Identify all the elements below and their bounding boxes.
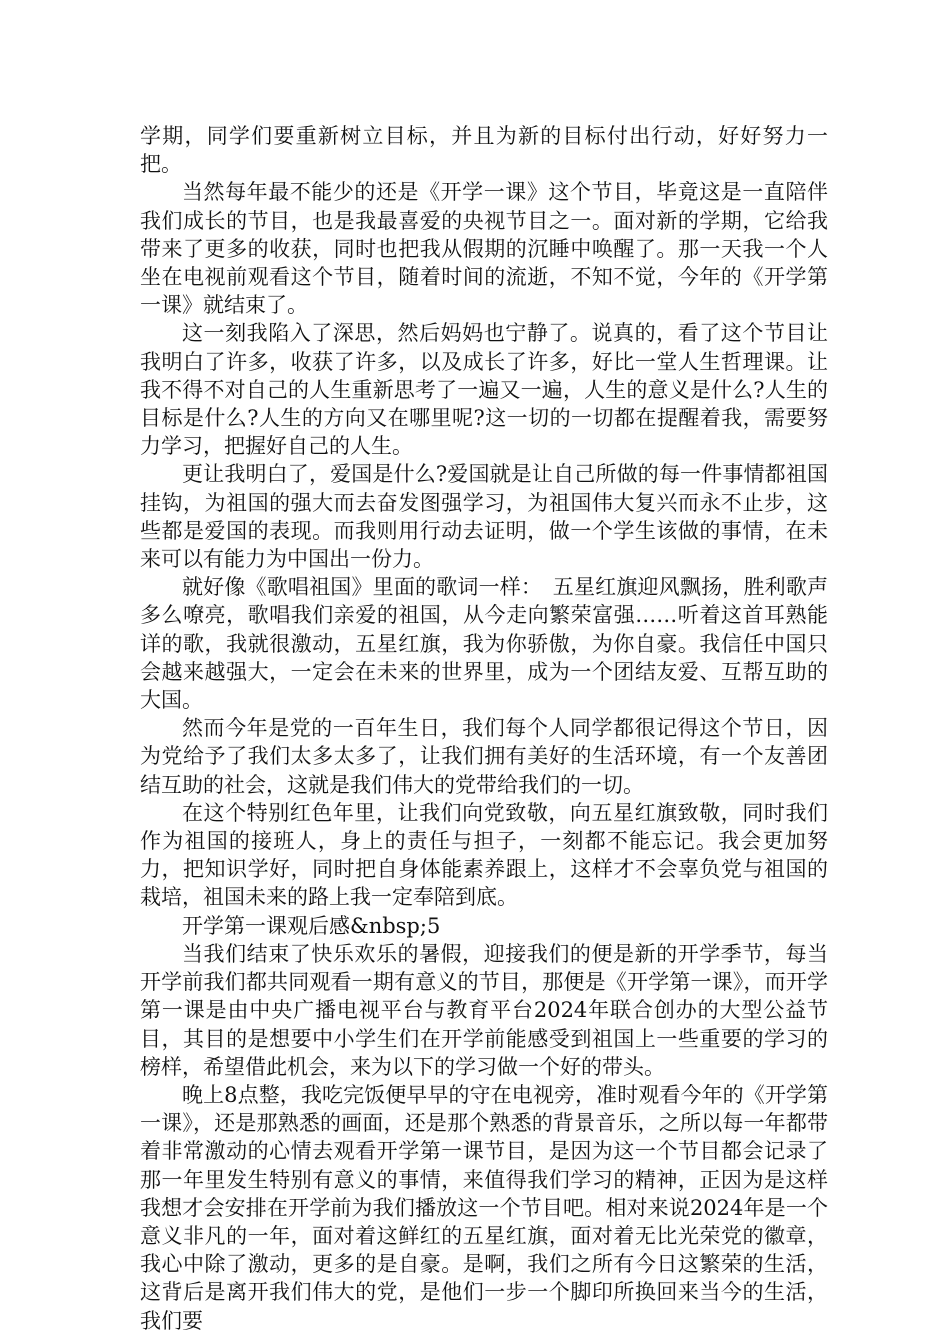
paragraph-5: 就好像《歌唱祖国》里面的歌词一样： 五星红旗迎风飘扬，胜利歌声多么嘹亮，歌唱我们亲爱的祖国，从今走向繁荣富强……听着这首耳熟能详的歌，我就很激动，五星红旗，我为你骄傲，为你自豪。我信任中国只会越来越强大，一定会在未来的世界里，成为一个团结友爱、互帮互助的大国。 [140, 575, 828, 713]
paragraph-7: 在这个特别红色年里，让我们向党致敬，向五星红旗致敬，同时我们作为祖国的接班人，身上的责任与担子，一刻都不能忘记。我会更加努力，把知识学好，同时把自身体能素养跟上，这样才不会辜负党与祖国的栽培，祖国未来的路上我一定奉陪到底。 [140, 800, 828, 910]
paragraph-4: 更让我明白了，爱国是什么?爱国就是让自己所做的每一件事情都祖国挂钩，为祖国的强大而去奋发图强学习，为祖国伟大复兴而永不止步，这些都是爱国的表现。而我则用行动去证明，做一个学生该做的事情，在未来可以有能力为中国出一份力。 [140, 462, 828, 572]
paragraph-9: 当我们结束了快乐欢乐的暑假，迎接我们的便是新的开学季节，每当开学前我们都共同观看一期有意义的节目，那便是《开学第一课》，而开学第一课是由中央广播电视平台与教育平台2024年联合创办的大型公益节目，其目的是想要中小学生们在开学前能感受到祖国上一些重要的学习的榜样，希望借此机会，来为以下的学习做一个好的带头。 [140, 941, 828, 1079]
paragraph-1: 学期，同学们要重新树立目标，并且为新的目标付出行动，好好努力一把。 [140, 124, 828, 177]
paragraph-6: 然而今年是党的一百年生日，我们每个人同学都很记得这个节日，因为党给予了我们太多太多了，让我们拥有美好的生活环境，有一个友善团结互助的社会，这就是我们伟大的党带给我们的一切。 [140, 716, 828, 797]
paragraph-2: 当然每年最不能少的还是《开学一课》这个节目，毕竟这是一直陪伴我们成长的节目，也是我最喜爱的央视节目之一。面对新的学期，它给我带来了更多的收获，同时也把我从假期的沉睡中唤醒了。那一天我一个人坐在电视前观看这个节目，随着时间的流逝，不知不觉，今年的《开学第一课》就结束了。 [140, 180, 828, 318]
paragraph-10: 晚上8点整，我吃完饭便早早的守在电视旁，准时观看今年的《开学第一课》，还是那熟悉的画面，还是那个熟悉的背景音乐，之所以每一年都带着非常激动的心情去观看开学第一课节目，是因为这一个节目都会记录了那一年里发生特别有意义的事情，来值得我们学习的精神，正因为是这样我想才会安排在开学前为我们播放这一个节目吧。相对来说2024年是一个意义非凡的一年，面对着这鲜红的五星红旗，面对着无比光荣党的徽章，我心中除了激动，更多的是自豪。是啊，我们之所有今日这繁荣的生活，这背后是离开我们伟大的党，是他们一步一个脚印所换回来当今的生活，我们要 [140, 1082, 828, 1333]
document-page [140, 122, 828, 1335]
section-heading: 开学第一课观后感&nbsp;5 [182, 913, 441, 938]
paragraph-3: 这一刻我陷入了深思，然后妈妈也宁静了。说真的，看了这个节目让我明白了许多，收获了许多，以及成长了许多，好比一堂人生哲理课。让我不得不对自己的人生重新思考了一遍又一遍，人生的意义是什么?人生的目标是什么?人生的方向又在哪里呢?这一切的一切都在提醒着我，需要努力学习，把握好自己的人生。 [140, 321, 828, 459]
